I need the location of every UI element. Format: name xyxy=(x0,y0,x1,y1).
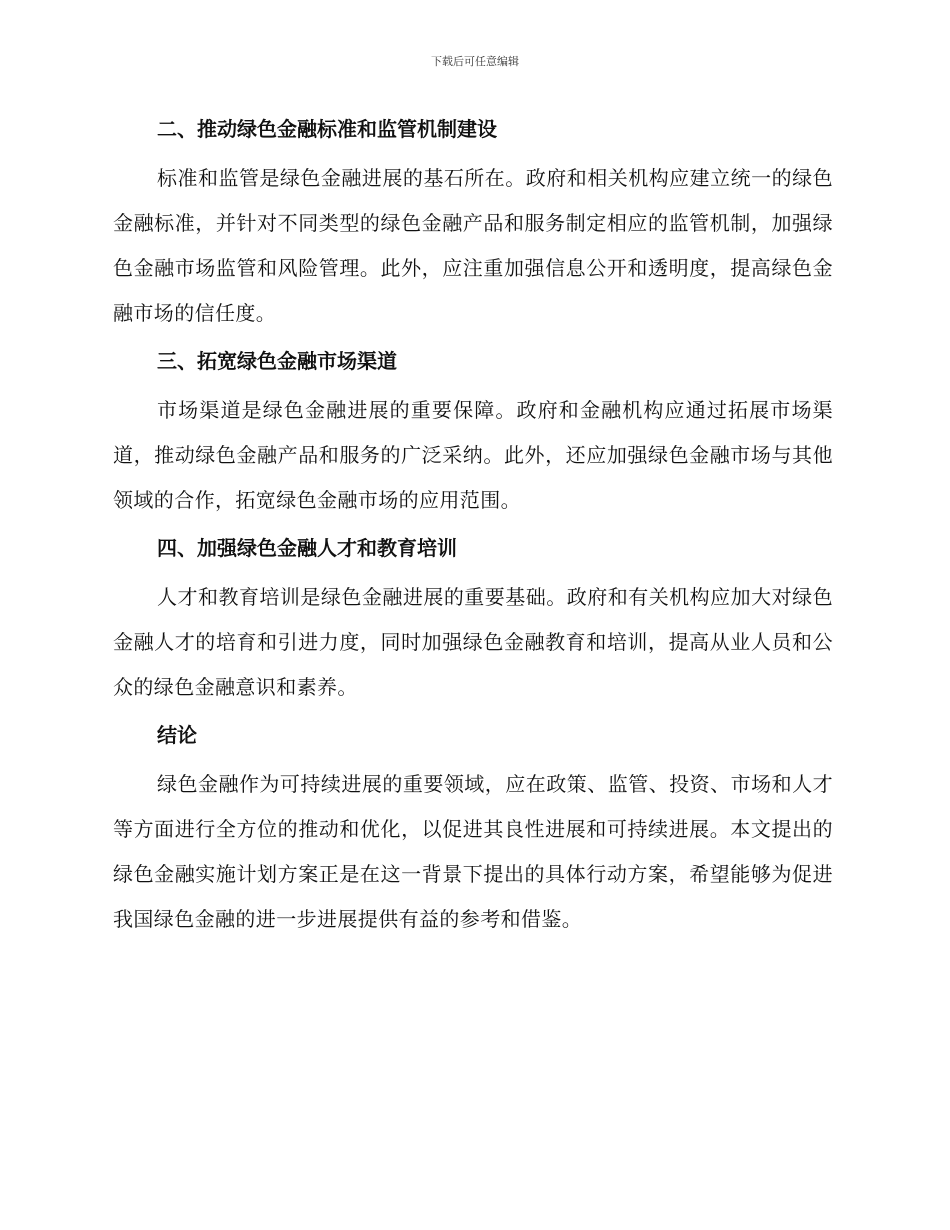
section-heading-market-channels: 三、拓宽绿色金融市场渠道 xyxy=(157,349,397,373)
section-heading-talent-training: 四、加强绿色金融人才和教育培训 xyxy=(157,536,457,560)
section-heading-conclusion: 结论 xyxy=(157,723,197,747)
section-paragraph-market-channels: 市场渠道是绿色金融进展的重要保障。政府和金融机构应通过拓展市场渠道，推动绿色金融产品和服务的广泛采纳。此外，还应加强绿色金融市场与其他领域的合作，拓宽绿色金融市场的应用范围。 xyxy=(113,398,833,512)
page-header: 下载后可任意编辑 xyxy=(431,55,519,68)
document-body xyxy=(113,114,833,942)
section-paragraph-standards-regulation: 标准和监管是绿色金融进展的基石所在。政府和相关机构应建立统一的绿色金融标准，并针对不同类型的绿色金融产品和服务制定相应的监管机制，加强绿色金融市场监管和风险管理。此外，应注重加强信息公开和透明度，提高绿色金融市场的信任度。 xyxy=(113,166,833,325)
section-paragraph-conclusion: 绿色金融作为可持续进展的重要领域，应在政策、监管、投资、市场和人才等方面进行全方位的推动和优化，以促进其良性进展和可持续进展。本文提出的绿色金融实施计划方案正是在这一背景下提出的具体行动方案，希望能够为促进我国绿色金融的进一步进展提供有益的参考和借鉴。 xyxy=(113,772,833,931)
section-heading-standards-regulation: 二、推动绿色金融标准和监管机制建设 xyxy=(157,117,497,141)
section-paragraph-talent-training: 人才和教育培训是绿色金融进展的重要基础。政府和有关机构应加大对绿色金融人才的培育和引进力度，同时加强绿色金融教育和培训，提高从业人员和公众的绿色金融意识和素养。 xyxy=(113,585,833,699)
